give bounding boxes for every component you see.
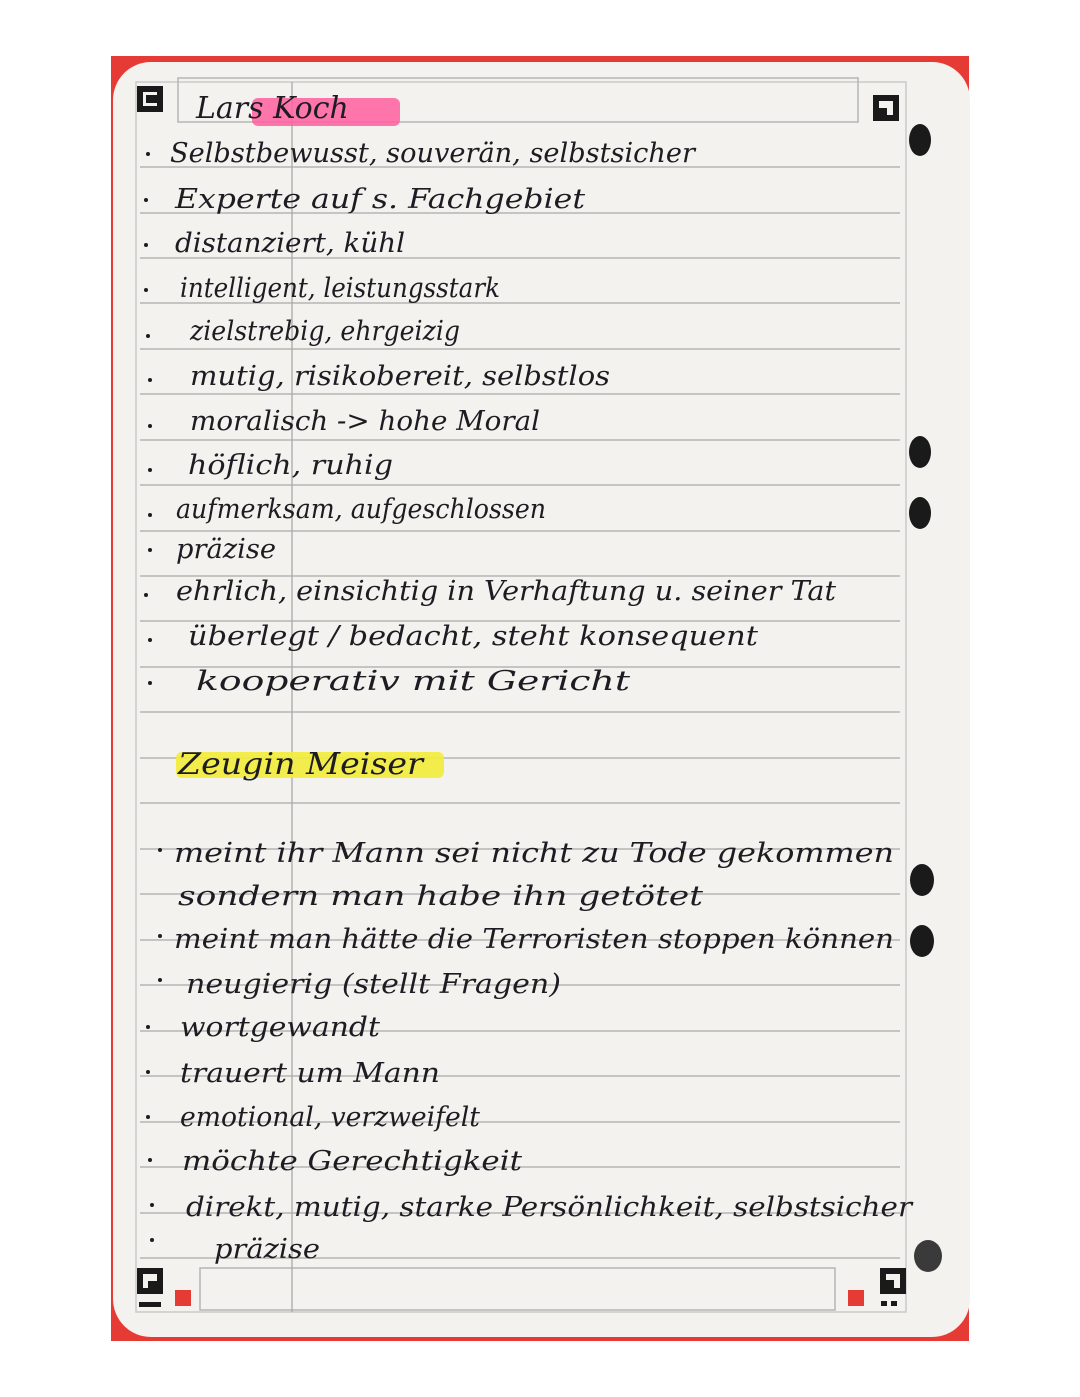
list-item: distanziert, kühl — [175, 228, 405, 259]
list-item: ehrlich, einsichtig in Verhaftung u. seiner Tat — [176, 576, 837, 607]
list-item: überlegt / bedacht, steht konsequent — [188, 621, 759, 652]
red-square-icon — [848, 1290, 864, 1306]
list-item: präzise — [176, 534, 276, 565]
list-item: Experte auf s. Fachgebiet — [173, 184, 586, 215]
list-item: sondern man habe ihn getötet — [178, 881, 704, 912]
list-item: mutig, risikobereit, selbstlos — [190, 361, 610, 392]
list-item: kooperativ mit Gericht — [196, 666, 631, 697]
list-item: aufmerksam, aufgeschlossen — [176, 494, 546, 525]
list-item: neugierig (stellt Fragen) — [186, 969, 561, 1000]
list-item: direkt, mutig, starke Persönlichkeit, selbstsicher — [186, 1192, 915, 1223]
corner-mark-icon — [137, 86, 163, 112]
heading-zeugin-meiser: Zeugin Meiser — [176, 747, 425, 782]
list-item: wortgewandt — [180, 1012, 381, 1043]
list-item: zielstrebig, ehrgeizig — [189, 316, 460, 347]
list-item: Selbstbewusst, souverän, selbstsicher — [170, 138, 698, 169]
list-item: möchte Gerechtigkeit — [182, 1146, 523, 1177]
list-item: intelligent, leistungsstark — [180, 273, 500, 304]
list-item: höflich, ruhig — [188, 450, 393, 481]
heading-lars-koch: Lars Koch — [196, 91, 349, 126]
list-item: meint ihr Mann sei nicht zu Tode gekommen — [174, 838, 894, 869]
list-item: trauert um Mann — [180, 1058, 440, 1089]
corner-mark-icon — [873, 95, 899, 121]
red-square-icon — [175, 1290, 191, 1306]
list-item: moralisch -> hohe Moral — [190, 406, 540, 437]
list-item: meint man hätte die Terroristen stoppen können — [174, 924, 894, 955]
list-item: emotional, verzweifelt — [180, 1102, 481, 1133]
list-item: präzise — [214, 1234, 320, 1265]
